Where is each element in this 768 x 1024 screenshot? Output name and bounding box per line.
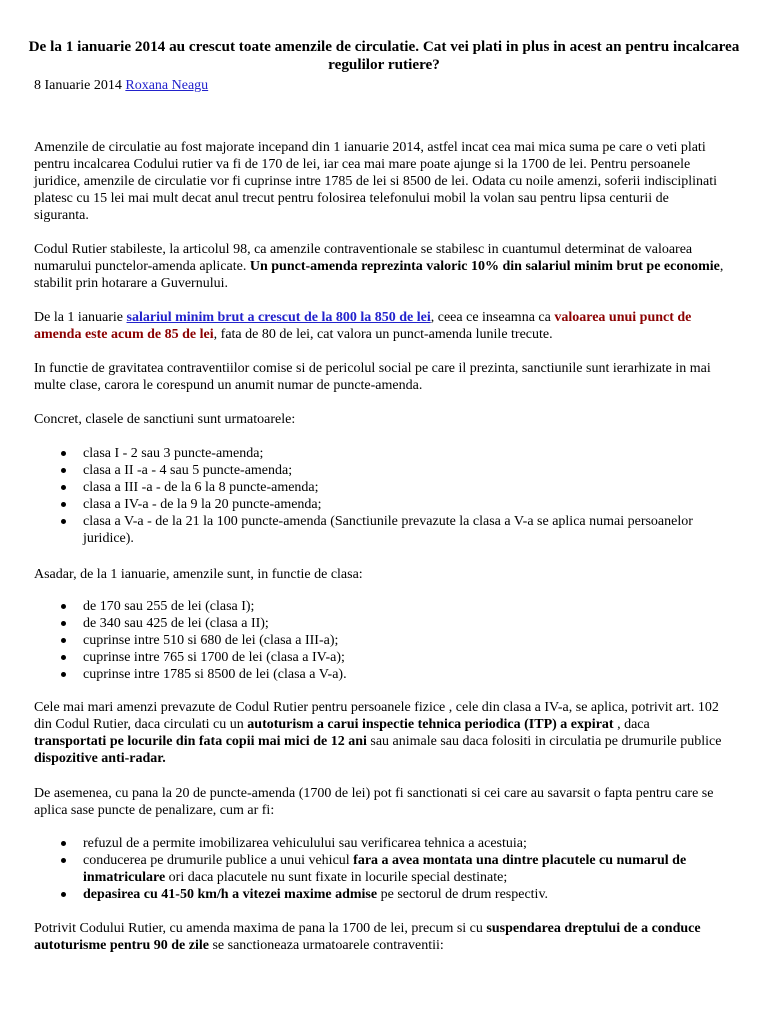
- list-item-text: cuprinse intre 1785 si 8500 de lei (clasa a V-a).: [83, 667, 347, 682]
- bullet-icon: [61, 655, 66, 660]
- paragraph-text: , ceea ce inseamna ca: [430, 310, 555, 325]
- list-item: [0, 615, 740, 632]
- paragraph-max-fine: [34, 920, 724, 954]
- list-item-text: refuzul de a permite imobilizarea vehiculului sau verificarea tehnica a acestuia;: [83, 836, 527, 851]
- list-item-text: clasa a II -a - 4 sau 5 puncte-amenda;: [83, 463, 293, 478]
- article-title: De la 1 ianuarie 2014 au crescut toate amenzile de circulatie. Cat vei plati in plus in acest an pentru incalcarea regulilor rutiere?: [28, 38, 740, 73]
- list-item-text: ori daca placutele nu sunt fixate in locurile special destinate;: [165, 870, 508, 885]
- highlighted-phrase: valoarea unui punct de amenda este acum de 85 de lei: [34, 310, 692, 342]
- bold-phrase: fara a avea montata una dintre placutele cu numarul de inmatriculare: [83, 853, 687, 885]
- list-item-text: clasa a IV-a - de la 9 la 20 puncte-amenda;: [83, 497, 322, 512]
- paragraph-fines-intro: Asadar, de la 1 ianuarie, amenzile sunt, in functie de clasa:: [34, 567, 363, 582]
- paragraph-text: De la 1 ianuarie: [34, 310, 127, 325]
- list-item-text: cuprinse intre 765 si 1700 de lei (clasa a IV-a);: [83, 650, 345, 665]
- paragraph-highest-fines: [34, 699, 724, 767]
- list-item-text: de 170 sau 255 de lei (clasa I);: [83, 599, 255, 614]
- list-item: [0, 886, 740, 903]
- paragraph-text: Potrivit Codului Rutier, cu amenda maxima de pana la 1700 de lei, precum si cu: [34, 921, 487, 936]
- paragraph-minimum-wage: [34, 309, 724, 343]
- bullet-icon: [61, 468, 66, 473]
- paragraph-classes-intro: Concret, clasele de sanctiuni sunt urmatoarele:: [34, 412, 296, 427]
- bold-phrase: Un punct-amenda reprezinta valoric 10% din salariul minim brut pe economie: [249, 259, 720, 274]
- bullet-icon: [61, 858, 66, 863]
- list-item-text: clasa a V-a - de la 21 la 100 puncte-amenda (Sanctiunile prevazute la clasa a V-a se aplica numai persoanelor juridice).: [83, 514, 693, 546]
- offenses-list: [0, 835, 740, 903]
- paragraph-penalty-points: De asemenea, cu pana la 20 de puncte-amenda (1700 de lei) pot fi sanctionati si cei care au savarsit o fapta pentru care se aplica sase puncte de penalizare, cum ar fi:: [34, 786, 714, 818]
- list-item: [0, 666, 740, 683]
- bullet-icon: [61, 892, 66, 897]
- list-item-text: cuprinse intre 510 si 680 de lei (clasa a III-a);: [83, 633, 339, 648]
- bullet-icon: [61, 604, 66, 609]
- list-item: [0, 479, 740, 496]
- paragraph-text: , daca: [613, 717, 650, 732]
- minimum-wage-link[interactable]: salariul minim brut a crescut de la 800 la 850 de lei: [126, 310, 431, 325]
- bullet-icon: [61, 502, 66, 507]
- list-item-text: pe sectorul de drum respectiv.: [377, 887, 549, 902]
- list-item: [0, 852, 740, 886]
- paragraph-text: , fata de 80 de lei, cat valora un punct-amenda lunile trecute.: [213, 327, 553, 342]
- bullet-icon: [61, 672, 66, 677]
- paragraph-text: Cele mai mari amenzi prevazute de Codul Rutier pentru persoanele fizice , cele din clasa a IV-a, se aplica, potrivit art. 102 din Codul Rutier, daca circulati cu un: [34, 700, 719, 732]
- byline: [34, 77, 208, 94]
- bullet-icon: [61, 638, 66, 643]
- bullet-icon: [61, 519, 66, 524]
- paragraph-text: se sanctioneaza urmatoarele contraventii:: [208, 938, 444, 953]
- list-item: [0, 835, 740, 852]
- list-item: [0, 462, 740, 479]
- list-item: [0, 598, 740, 615]
- bold-phrase: depasirea cu 41-50 km/h a vitezei maxime admise: [83, 887, 378, 902]
- bold-phrase: dispozitive anti-radar.: [34, 751, 166, 766]
- list-item: [0, 649, 740, 666]
- bullet-icon: [61, 841, 66, 846]
- bullet-icon: [61, 451, 66, 456]
- bold-phrase: suspendarea dreptului de a conduce autoturisme pentru 90 de zile: [34, 921, 701, 953]
- list-item: [0, 632, 740, 649]
- list-item-text: conducerea pe drumurile publice a unui vehicul: [83, 853, 354, 868]
- paragraph-severity: In functie de gravitatea contraventiilor comise si de pericolul social pe care il prezinta, sanctiunile sunt ierarhizate in mai multe clase, carora le corespund un anumit numar de puncte-amenda.: [34, 361, 711, 393]
- list-item-text: clasa I - 2 sau 3 puncte-amenda;: [83, 446, 264, 461]
- list-item-text: clasa a III -a - de la 6 la 8 puncte-amenda;: [83, 480, 319, 495]
- fines-list: [0, 598, 740, 683]
- paragraph-text: , stabilit prin hotarare a Guvernului.: [34, 259, 724, 291]
- paragraph-intro: Amenzile de circulatie au fost majorate incepand din 1 ianuarie 2014, astfel incat cea mai mica suma pe care o veti plati pentru incalcarea Codului rutier va fi de 170 de lei, iar cea mai mare poate ajunge si la 1700 de lei. Pentru persoanele juridice, amenzile de circulatie vor fi cuprinse intre 1785 de lei si 8500 de lei. Odata cu noile amenzi, soferii indisciplinati platesc cu 15 lei mai mult decat anul trecut pentru folosirea telefonului mobil la volan sau pentru lipsa centurii de siguranta.: [34, 140, 718, 223]
- paragraph-article-98: [34, 241, 724, 292]
- bold-phrase: autoturism a carui inspectie tehnica periodica (ITP) a expirat: [247, 717, 614, 732]
- list-item: [0, 445, 740, 462]
- list-item: [0, 496, 740, 513]
- bullet-icon: [61, 485, 66, 490]
- paragraph-text: Codul Rutier stabileste, la articolul 98, ca amenzile contraventionale se stabilesc in cuantumul determinat de valoarea numarului punctelor-amenda aplicate.: [34, 242, 693, 274]
- bullet-icon: [61, 621, 66, 626]
- author-link[interactable]: Roxana Neagu: [125, 78, 209, 93]
- article-date: 8 Ianuarie 2014: [34, 78, 122, 93]
- list-item-text: de 340 sau 425 de lei (clasa a II);: [83, 616, 269, 631]
- list-item: [0, 513, 740, 547]
- bold-phrase: transportati pe locurile din fata copii mai mici de 12 ani: [34, 734, 367, 749]
- paragraph-text: sau animale sau daca folositi in circulatia pe drumurile publice: [366, 734, 722, 749]
- classes-list: [0, 445, 740, 547]
